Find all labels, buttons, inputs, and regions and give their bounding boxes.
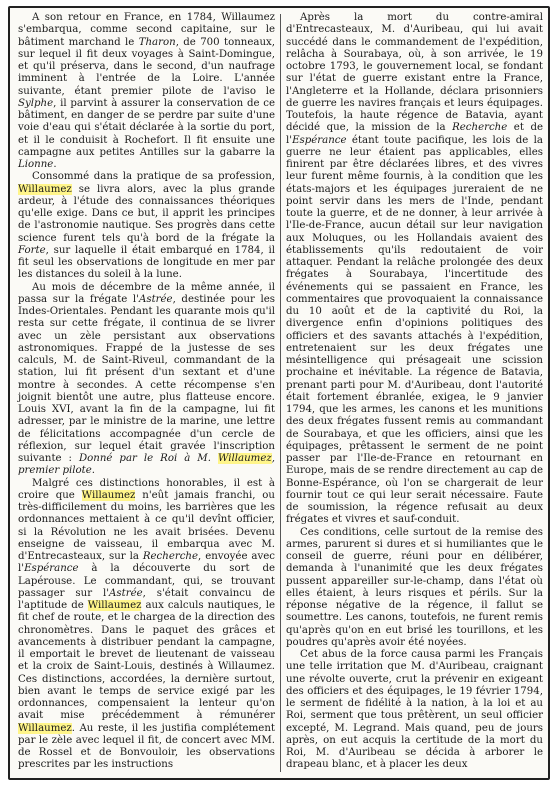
right-column bbox=[286, 12, 543, 772]
highlighted-name: Willaumez bbox=[81, 489, 136, 501]
text-run: Tharon bbox=[138, 36, 176, 48]
highlighted-name: Willaumez bbox=[217, 453, 272, 464]
text-run: , de 700 tonneaux, sur lequel il fit deux voyages à Saint-Domingue, et qu'il préserva, dans le second, d'un naufrage imminent à l'entrée de la Loire. L'année suivante, étant premier pilote de l'aviso le bbox=[18, 36, 275, 97]
text-run: Astrée bbox=[109, 587, 143, 599]
highlighted-name: Willaumez bbox=[18, 722, 72, 734]
text-run: se livra alors, avec la plus grande ardeur, à l'étude des connaissances théoriques qu'elle exige. Dans ce but, il apprit les principes de l'astronomie nautique. Ses progrès dans cette science furent tels qu'à bord de la frégate la bbox=[18, 183, 275, 244]
text-run: Espérance bbox=[292, 134, 347, 146]
text-run: . Au reste, il les justifia complétement par le zèle avec lequel il fit, de concert avec MM. de Rossel et de Bonvouloir, les observations prescrites par les instructions bbox=[18, 722, 275, 771]
text-run: Recherche bbox=[142, 551, 199, 562]
text-run: Espérance bbox=[24, 563, 79, 575]
document-page bbox=[8, 6, 550, 780]
text-run: Cet abus de la force causa parmi les Français une telle irritation que M. d'Auribeau, craignant une révolte ouverte, crut la prévenir en exigeant des officiers et des équipages, le 19 février 1794, le serment de fidélité à la nation, à la loi et au Roi, serment que tous prêtèrent, un seul officier excepté, M. Legrand. Mais quand, peu de jours après, on eut acquis la certitude de la mort du Roi, M. d'Auribeau se décida à arborer le drapeau blanc, et à placer les deux bbox=[286, 649, 543, 771]
text-run: à la découverte du sort de Lapérouse. Le commandant, qui, se trouvant passager sur l' bbox=[18, 563, 275, 599]
text-run: , il parvint à assurer la conservation de ce bâtiment, en danger de se perdre par suite d'une voie d'eau qui s'était déclarée à la sortie du port, et il le conduisit à Rochefort. Il fit ensuite une campagne aux petites Antilles sur la gabarre la bbox=[18, 97, 275, 158]
text-run: Lionne bbox=[18, 159, 54, 170]
text-run: Donné par le Roi à M. bbox=[78, 453, 218, 464]
highlighted-name: Willaumez bbox=[18, 183, 72, 195]
text-run: aux calculs nautiques, le fit chef de route, et le chargea de la direction des chronomètres. Dans le paquet des grâces et avancements à distribuer pendant la campagne, il emportait le brevet de lieutenant de vaisseau et la croix de Saint-Louis, destinés à Willaumez. Ces distinctions, accordées, la dernière surtout, bien avant le temps de service exigé par les ordonnances, compensaient la lenteur qu'on avait mise précédemment à rémunérer bbox=[18, 600, 275, 722]
right-paragraph bbox=[286, 649, 543, 772]
text-run: . bbox=[91, 465, 96, 477]
text-run: Astrée bbox=[138, 293, 173, 305]
text-run: étant toute pacifique, les lois de la guerre ne leur étaient pas applicables, elles finirent par être déclarées libres, et des vivres leur furent même fournis, à la condition que les états-majors et les équipages jureraient de ne point servir dans les mers de l'Inde, pendant toute la guerre, et de ne donner, à leur arrivée à l'Ile-de-France, aucun détail sur leur navigation aux Moluques, ou les Hollandais avaient des établissements qu'ils redoutaient de voir attaquer. Pendant la relâche prolongée des deux frégates à Sourabaya, l'incertitude des événements qui se passaient en France, les commentaires que provoquaient la connaissance du 10 août et de la captivité du Roi, la divergence enfin d'opinions politiques des officiers et des savants attachés à l'expédition, entretenaient sur les deux frégates une mésintelligence qui présageait une scission prochaine et inévitable. La régence de Batavia, prenant parti pour M. d'Auribeau, dont l'autorité était fortement ébranlée, exigea, le 9 janvier 1794, que les armes, les canons et les munitions des deux frégates fussent remis au commandant de Sourabaya, et que les officiers, ainsi que les équipages, prêtassent le serment de ne point passer par l'Ile-de-France en retournant en Europe, mais de se rendre directement au cap de Bonne-Espérance, où l'on se chargerait de leur fournir tout ce qui leur serait nécessaire. Faute de soumission, la régence refusait au deux frégates et vivres et sauf-conduit. bbox=[286, 134, 543, 526]
text-run: Recherche bbox=[452, 122, 508, 134]
left-paragraph bbox=[18, 12, 275, 171]
text-run: Malgré ces distinctions honorables, il est à croire que bbox=[18, 477, 275, 501]
text-run: Sylphe bbox=[18, 97, 54, 109]
text-run: , s'était convaincu de l'aptitude de bbox=[18, 587, 275, 611]
text-run: , premier pilote bbox=[18, 453, 275, 477]
text-run: A son retour en France, en 1784, Willaumez s'embarqua, comme second capitaine, sur le bâtiment marchand le bbox=[18, 12, 275, 48]
text-run: n'eût jamais franchi, ou très-difficilement du moins, les barrières que les ordonnances mettaient à ce qu'il devînt officier, si la Révolution ne les avait brisées. Devenu enseigne de vaisseau, il embarqua avec M. d'Entrecasteaux, sur la bbox=[18, 489, 275, 562]
text-run: Au mois de décembre de la même année, il passa sur la frégate l' bbox=[18, 281, 275, 305]
text-run: Après la mort du contre-amiral d'Entrecasteaux, M. d'Auribeau, qui lui avait succédé dans le commandement de l'expédition, relâcha à Sourabaya, où, à son arrivée, le 19 octobre 1793, le gouvernement local, se fondant sur l'état de guerre existant entre la France, l'Angleterre et la Hollande, déclara prisonniers de guerre les navires français et leurs équipages. Toutefois, la haute régence de Batavia, ayant décidé que, la mission de la bbox=[286, 12, 543, 134]
text-run: , envoyée avec l' bbox=[18, 551, 275, 575]
text-run: Consommé dans la pratique de sa profession, bbox=[32, 171, 275, 183]
text-run: . bbox=[53, 159, 57, 170]
right-paragraph bbox=[286, 12, 543, 527]
column-divider bbox=[280, 14, 281, 772]
right-paragraph bbox=[286, 527, 543, 650]
text-run: , sur laquelle il était embarqué en 1784, il fit seul les observations de longitude en mer par les distances du soleil à la lune. bbox=[18, 244, 275, 281]
text-run: Forte bbox=[18, 244, 46, 256]
text-run: , destinée pour les Indes-Orientales. Pendant les quarante mois qu'il resta sur cette frégate, il continua de se livrer avec un zèle persistant aux observations astronomiques. Frappé de la justesse de ses calculs, M. de Saint-Riveul, commandant de la station, lui fit présent d'un sextant et d'une montre à secondes. A cette récompense s'en joignit bientôt une autre, plus flatteuse encore. Louis XVI, avant la fin de la campagne, lui fit adresser, par le ministre de la marine, une lettre de félicitations accompagnée d'un cercle de réflexion, sur lequel était gravée l'inscription suivante : bbox=[18, 293, 275, 464]
left-paragraph bbox=[18, 282, 275, 478]
text-run: et de l' bbox=[286, 122, 544, 146]
left-paragraph bbox=[18, 171, 275, 281]
left-paragraph bbox=[18, 478, 275, 772]
text-run: Ces conditions, celle surtout de la remise des armes, parurent si dures et si humiliantes que le conseil de guerre, réuni pour en délibérer, demanda à l'unanimité que les deux frégates pussent appareiller sur-le-champ, dans l'état où elles étaient, à leurs risques et périls. Sur la réponse négative de la régence, il fallut se soumettre. Les canons, toutefois, ne furent remis qu'après qu'on en eut brisé les tourillons, et les poudres qu'après avoir été noyées. bbox=[286, 526, 543, 648]
highlighted-name: Willaumez bbox=[87, 600, 142, 611]
left-column bbox=[18, 12, 275, 772]
